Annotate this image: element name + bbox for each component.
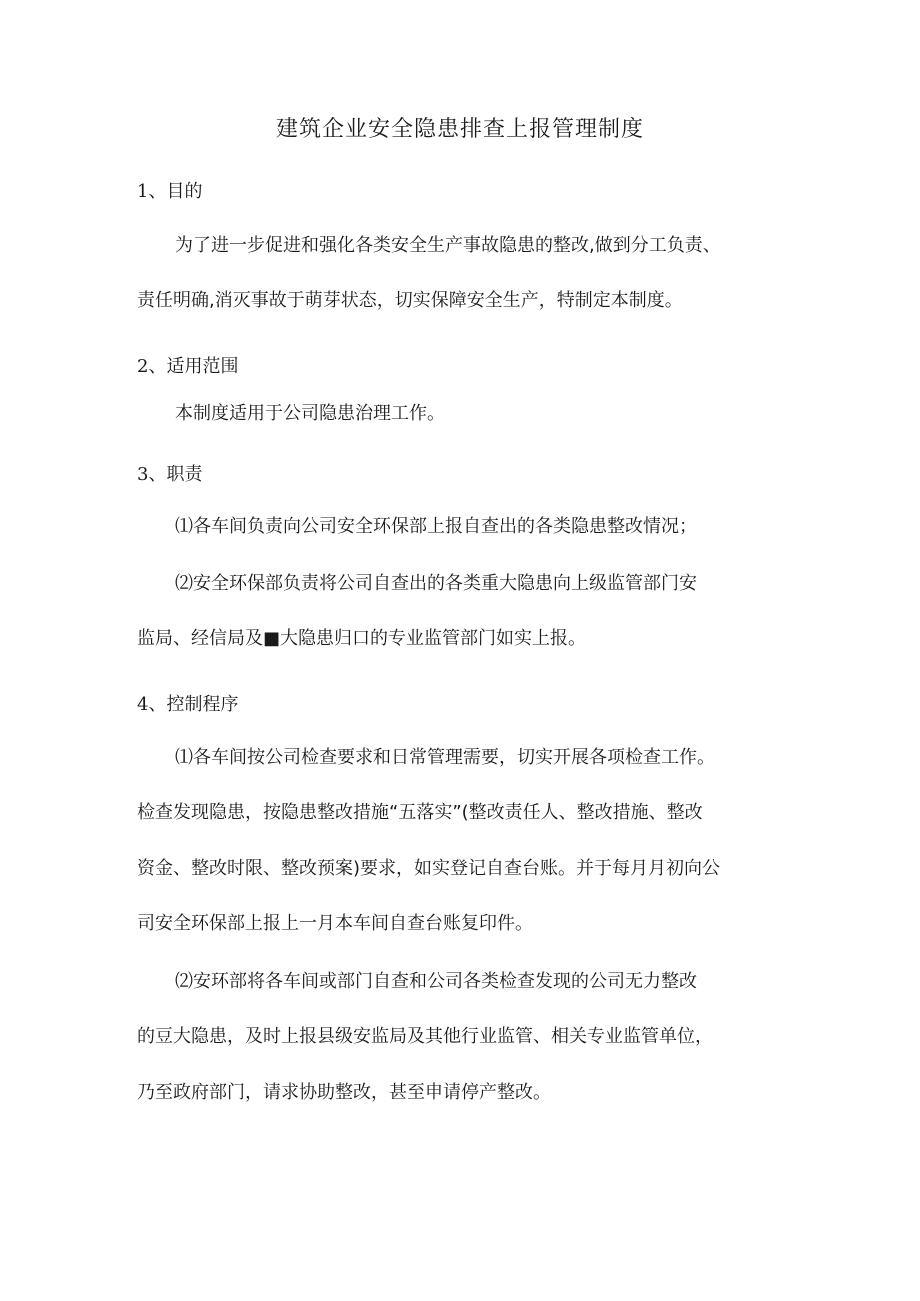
section-1-line-1: 为了进一步促进和强化各类安全生产事故隐患的整改,做到分工负责、 [175, 235, 721, 256]
section-4-heading: 4、控制程序 [137, 694, 239, 715]
document-title: 建筑企业安全隐患排查上报管理制度 [275, 117, 644, 142]
section-4-line-2: 检查发现隐患，按隐患整改措施“五落实”(整改责任人、整改措施、整改 [137, 802, 703, 823]
section-2-line-1: 本制度适用于公司隐患治理工作。 [175, 403, 445, 424]
section-1-line-2: 责任明确,消灭事故于萌芽状态，切实保障安全生产，特制定本制度。 [137, 290, 683, 311]
section-4-line-7: 乃至政府部门，请求协助整改，甚至申请停产整改。 [137, 1082, 551, 1103]
section-4-line-4: 司安全环保部上报上一月本车间自查台账复印件。 [137, 913, 533, 934]
section-4-line-6: 的豆大隐患，及时上报县级安监局及其他行业监管、相关专业监管单位， [137, 1026, 713, 1047]
section-3-line-3: 监局、经信局及■大隐患归口的专业监管部门如实上报。 [137, 628, 587, 649]
section-3-line-2: ⑵安全环保部负责将公司自查出的各类重大隐患向上级监管部门安 [175, 573, 697, 594]
section-3-heading: 3、职责 [137, 464, 203, 485]
section-4-line-3: 资金、整改时限、整改预案)要求，如实登记自查台账。并于每月月初向公 [137, 858, 721, 879]
section-2-heading: 2、适用范围 [137, 356, 239, 377]
section-3-line-1: ⑴各车间负责向公司安全环保部上报自查出的各类隐患整改情况； [175, 516, 697, 537]
section-1-heading: 1、目的 [137, 181, 203, 202]
section-4-line-1: ⑴各车间按公司检查要求和日常管理需要，切实开展各项检查工作。 [175, 747, 715, 768]
section-4-line-5: ⑵安环部将各车间或部门自查和公司各类检查发现的公司无力整改 [175, 971, 697, 992]
